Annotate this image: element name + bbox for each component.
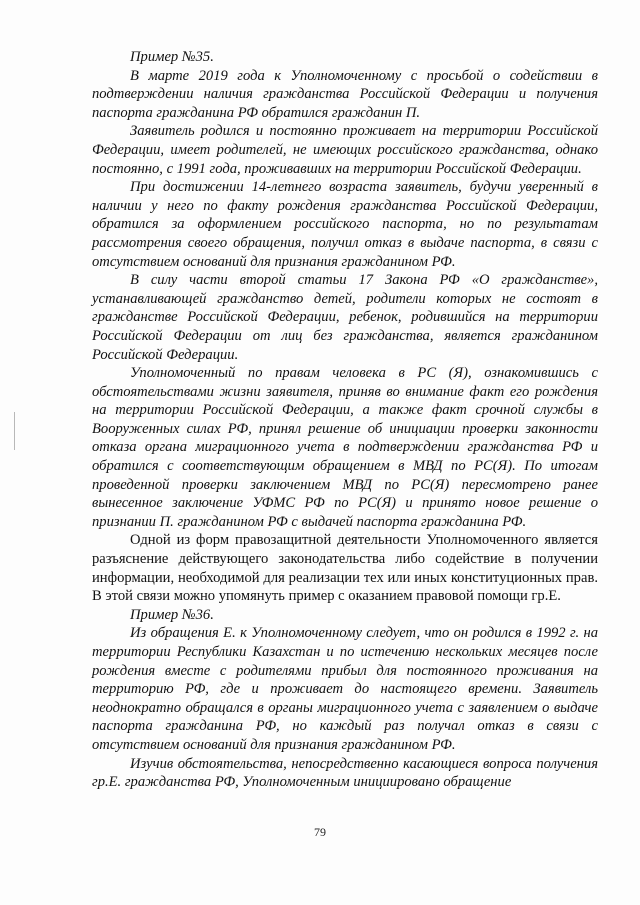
paragraph-6: Одной из форм правозащитной деятельности Уполномоченного является разъяснение действующего законодательства либо содействие в получении информации, необходимой для реализации тех или иных конституционных прав. В этой связи можно упомянуть пример с оказанием правовой помощи гр.Е. [92,532,598,605]
document-body [92,48,598,792]
paragraph-5: Уполномоченный по правам человека в РС (Я), ознакомившись с обстоятельствами жизни заявителя, приняв во внимание факт его рождения на территории Российской Федерации, а также факт срочной службы в Вооруженных силах РФ, принял решение об инициации проверки законности отказа органа миграционного учета в подтверждении гражданства РФ и обратился с соответствующим обращением в МВД по РС(Я). По итогам проведенной проверки заключением МВД по РС(Я) пересмотрено ранее вынесенное заключение УФМС РФ по РС(Я) и принято новое решение о признании П. гражданином РФ с выдачей паспорта гражданина РФ. [92,365,598,530]
paragraph-4: В силу части второй статьи 17 Закона РФ «О гражданстве», устанавливающей гражданство детей, родители которых не состоят в гражданстве Российской Федерации, ребенок, родившийся на территории Российской Федерации от лиц без гражданства, является гражданином Российской Федерации. [92,272,598,363]
paragraph-7: Из обращения Е. к Уполномоченному следует, что он родился в 1992 г. на территории Республики Казахстан и по истечению нескольких месяцев после рождения вместе с родителями прибыл для постоянного проживания на территорию РФ, где и проживает до настоящего времени. Заявитель неоднократно обращался в органы миграционного учета с заявлением о выдаче паспорта гражданина РФ, но каждый раз получал отказ в связи с отсутствием оснований для признания гражданином РФ. [92,625,598,753]
paragraph-2: Заявитель родился и постоянно проживает на территории Российской Федерации, имеет родителей, не имеющих российского гражданства, однако постоянно, с 1991 года, проживавших на территории Российской Федерации. [92,123,598,177]
page-number: 79 [314,825,326,839]
paragraph-3: При достижении 14-летнего возраста заявитель, будучи уверенный в наличии у него по факту рождения гражданства Российской Федерации, обратился за оформлением российского паспорта, но по результатам рассмотрения своего обращения, получил отказ в выдаче паспорта, в связи с отсутствием оснований для признания гражданином РФ. [92,179,598,270]
paragraph-8: Изучив обстоятельства, непосредственно касающиеся вопроса получения гр.Е. гражданства РФ, Уполномоченным инициировано обращение [92,755,598,791]
scan-margin-mark [14,412,15,450]
example-35-heading: Пример №35. [130,49,214,65]
paragraph-1: В марте 2019 года к Уполномоченному с просьбой о содействии в подтверждении наличия гражданства Российской Федерации и получения паспорта гражданина РФ обратился гражданин П. [92,67,598,121]
example-36-heading: Пример №36. [130,606,214,623]
